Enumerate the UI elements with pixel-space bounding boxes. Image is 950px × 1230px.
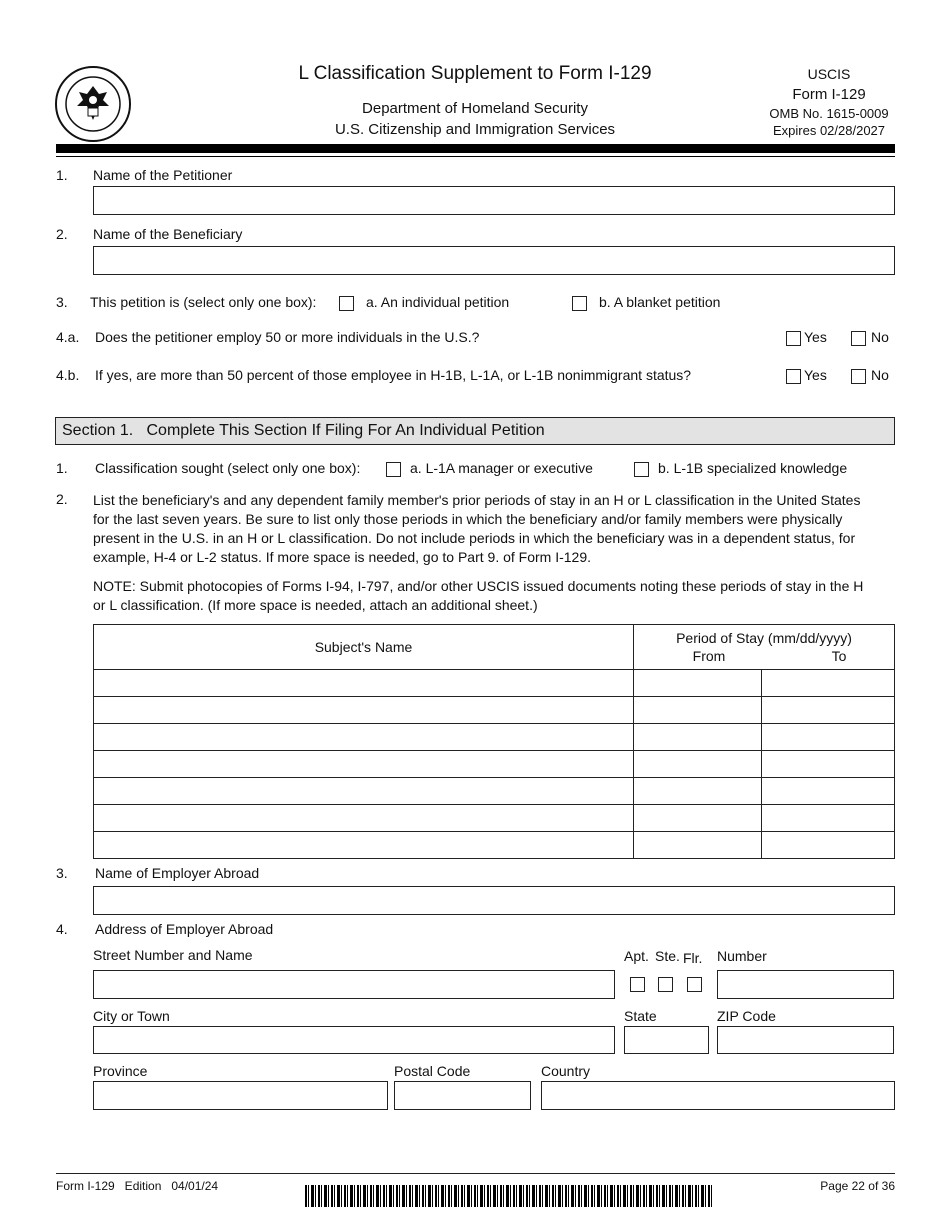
from-header: From bbox=[692, 648, 726, 664]
q4b-no-checkbox[interactable] bbox=[851, 369, 866, 384]
barcode bbox=[305, 1185, 713, 1207]
flr-label: Flr. bbox=[683, 950, 703, 966]
section1-header bbox=[55, 417, 895, 445]
l1a-label: a. L-1A manager or executive bbox=[410, 460, 593, 476]
table-row bbox=[94, 670, 895, 697]
footer-edition: Form I-129 Edition 04/01/24 bbox=[56, 1179, 219, 1193]
to-date-cell[interactable] bbox=[761, 751, 894, 778]
blanket-petition-label: b. A blanket petition bbox=[599, 294, 721, 310]
s1q1-label: Classification sought (select only one box): bbox=[95, 460, 361, 476]
apt-number-input[interactable] bbox=[717, 970, 894, 999]
subject-name-cell[interactable] bbox=[94, 751, 634, 778]
s1q2-line-4: example, H-4 or L-2 status. If more space is needed, go to Part 9. of Form I-129. bbox=[93, 549, 592, 565]
from-date-cell[interactable] bbox=[634, 697, 762, 724]
uscis-label: USCIS bbox=[807, 66, 851, 82]
individual-petition-checkbox[interactable] bbox=[339, 296, 354, 311]
q4a-yes-checkbox[interactable] bbox=[786, 331, 801, 346]
omb-number: OMB No. 1615-0009 bbox=[769, 106, 889, 121]
q2-number: 2. bbox=[56, 226, 68, 242]
table-row bbox=[94, 805, 895, 832]
s1q2-note bbox=[93, 577, 893, 615]
section1-title: Section 1. Complete This Section If Filing For An Individual Petition bbox=[62, 422, 545, 439]
from-date-cell[interactable] bbox=[634, 724, 762, 751]
from-date-cell[interactable] bbox=[634, 832, 762, 859]
ste-label: Ste. bbox=[655, 948, 680, 964]
q4a-no-checkbox[interactable] bbox=[851, 331, 866, 346]
q3-number: 3. bbox=[56, 294, 68, 310]
table-row bbox=[94, 697, 895, 724]
form-title: L Classification Supplement to Form I-129 bbox=[298, 63, 652, 84]
from-date-cell[interactable] bbox=[634, 805, 762, 832]
to-date-cell[interactable] bbox=[761, 778, 894, 805]
periods-of-stay-table bbox=[93, 624, 895, 859]
apt-checkbox[interactable] bbox=[630, 977, 645, 992]
country-input[interactable] bbox=[541, 1081, 895, 1110]
footer-page-number: Page 22 of 36 bbox=[820, 1179, 895, 1193]
period-of-stay-title: Period of Stay (mm/dd/yyyy) bbox=[676, 630, 852, 646]
table-row bbox=[94, 724, 895, 751]
period-of-stay-header bbox=[634, 625, 895, 670]
subject-name-cell[interactable] bbox=[94, 832, 634, 859]
s1q4-label: Address of Employer Abroad bbox=[95, 921, 274, 937]
to-date-cell[interactable] bbox=[761, 805, 894, 832]
q4b-no-label: No bbox=[871, 367, 889, 383]
q4b-label: If yes, are more than 50 percent of those employee in H-1B, L-1A, or L-1B nonimmigrant status? bbox=[95, 367, 692, 383]
apt-label: Apt. bbox=[624, 948, 649, 964]
s1q3-number: 3. bbox=[56, 865, 68, 881]
individual-petition-label: a. An individual petition bbox=[366, 294, 510, 310]
s1q2-line-2: for the last seven years. Be sure to list only those periods in which the beneficiary and/or family members were physically bbox=[93, 511, 843, 527]
to-date-cell[interactable] bbox=[761, 724, 894, 751]
q4b-yes-checkbox[interactable] bbox=[786, 369, 801, 384]
beneficiary-name-input[interactable] bbox=[93, 246, 895, 275]
l1a-checkbox[interactable] bbox=[386, 462, 401, 477]
l1b-checkbox[interactable] bbox=[634, 462, 649, 477]
zip-input[interactable] bbox=[717, 1026, 894, 1054]
q3-label: This petition is (select only one box): bbox=[90, 294, 317, 310]
table-row bbox=[94, 751, 895, 778]
table-row bbox=[94, 832, 895, 859]
subject-name-cell[interactable] bbox=[94, 724, 634, 751]
street-input[interactable] bbox=[93, 970, 615, 999]
from-date-cell[interactable] bbox=[634, 751, 762, 778]
q4b-number: 4.b. bbox=[56, 367, 80, 383]
employer-abroad-name-input[interactable] bbox=[93, 886, 895, 915]
subject-name-cell[interactable] bbox=[94, 670, 634, 697]
ste-checkbox[interactable] bbox=[658, 977, 673, 992]
postal-code-input[interactable] bbox=[394, 1081, 531, 1110]
zip-label: ZIP Code bbox=[717, 1008, 776, 1024]
q4a-yes-label: Yes bbox=[804, 329, 827, 345]
q4a-number: 4.a. bbox=[56, 329, 80, 345]
s1q3-label: Name of Employer Abroad bbox=[95, 865, 260, 881]
country-label: Country bbox=[541, 1063, 591, 1079]
q1-number: 1. bbox=[56, 167, 68, 183]
footer-rule bbox=[56, 1173, 895, 1174]
s1q2-line-1: List the beneficiary's and any dependent family member's prior periods of stay in an H or L classification in the United States bbox=[93, 492, 861, 508]
table-header-row bbox=[94, 625, 895, 670]
dhs-seal bbox=[55, 66, 131, 142]
flr-checkbox[interactable] bbox=[687, 977, 702, 992]
l1b-label: b. L-1B specialized knowledge bbox=[658, 460, 848, 476]
q2-label: Name of the Beneficiary bbox=[93, 226, 243, 242]
q4a-no-label: No bbox=[871, 329, 889, 345]
petitioner-name-input[interactable] bbox=[93, 186, 895, 215]
city-label: City or Town bbox=[93, 1008, 170, 1024]
agency-name: U.S. Citizenship and Immigration Services bbox=[334, 121, 616, 138]
from-date-cell[interactable] bbox=[634, 670, 762, 697]
state-input[interactable] bbox=[624, 1026, 709, 1054]
department-name: Department of Homeland Security bbox=[362, 100, 588, 117]
subject-name-cell[interactable] bbox=[94, 805, 634, 832]
q1-label: Name of the Petitioner bbox=[93, 167, 233, 183]
q4b-yes-label: Yes bbox=[804, 367, 827, 383]
expiration-date: Expires 02/28/2027 bbox=[772, 123, 886, 138]
s1q2-number: 2. bbox=[56, 491, 68, 507]
subject-name-cell[interactable] bbox=[94, 697, 634, 724]
subject-name-header: Subject's Name bbox=[94, 625, 634, 670]
postal-code-label: Postal Code bbox=[394, 1063, 471, 1079]
to-date-cell[interactable] bbox=[761, 832, 894, 859]
s1q1-number: 1. bbox=[56, 460, 68, 476]
city-input[interactable] bbox=[93, 1026, 615, 1054]
table-row bbox=[94, 778, 895, 805]
to-date-cell[interactable] bbox=[761, 697, 894, 724]
s1q2-line-3: present in the U.S. in an H or L classification. Do not include periods in which the beneficiary was in a dependent status, for bbox=[93, 530, 856, 546]
to-date-cell[interactable] bbox=[761, 670, 894, 697]
header-rule-thin bbox=[56, 156, 895, 157]
from-date-cell[interactable] bbox=[634, 778, 762, 805]
state-label: State bbox=[624, 1008, 657, 1024]
blanket-petition-checkbox[interactable] bbox=[572, 296, 587, 311]
subject-name-cell[interactable] bbox=[94, 778, 634, 805]
to-header: To bbox=[831, 648, 847, 664]
header-rule-thick bbox=[56, 144, 895, 153]
s1q4-number: 4. bbox=[56, 921, 68, 937]
province-input[interactable] bbox=[93, 1081, 388, 1110]
form-number: Form I-129 bbox=[792, 86, 866, 103]
s1q2-note-line-1: NOTE: Submit photocopies of Forms I-94, I-797, and/or other USCIS issued documents noting these periods of stay in the H bbox=[93, 578, 864, 594]
s1q2-note-line-2: or L classification. (If more space is needed, attach an additional sheet.) bbox=[93, 597, 538, 613]
s1q2-instructions bbox=[93, 491, 893, 567]
province-label: Province bbox=[93, 1063, 148, 1079]
number-label: Number bbox=[717, 948, 767, 964]
q4a-label: Does the petitioner employ 50 or more individuals in the U.S.? bbox=[95, 329, 480, 345]
street-label: Street Number and Name bbox=[93, 947, 253, 963]
